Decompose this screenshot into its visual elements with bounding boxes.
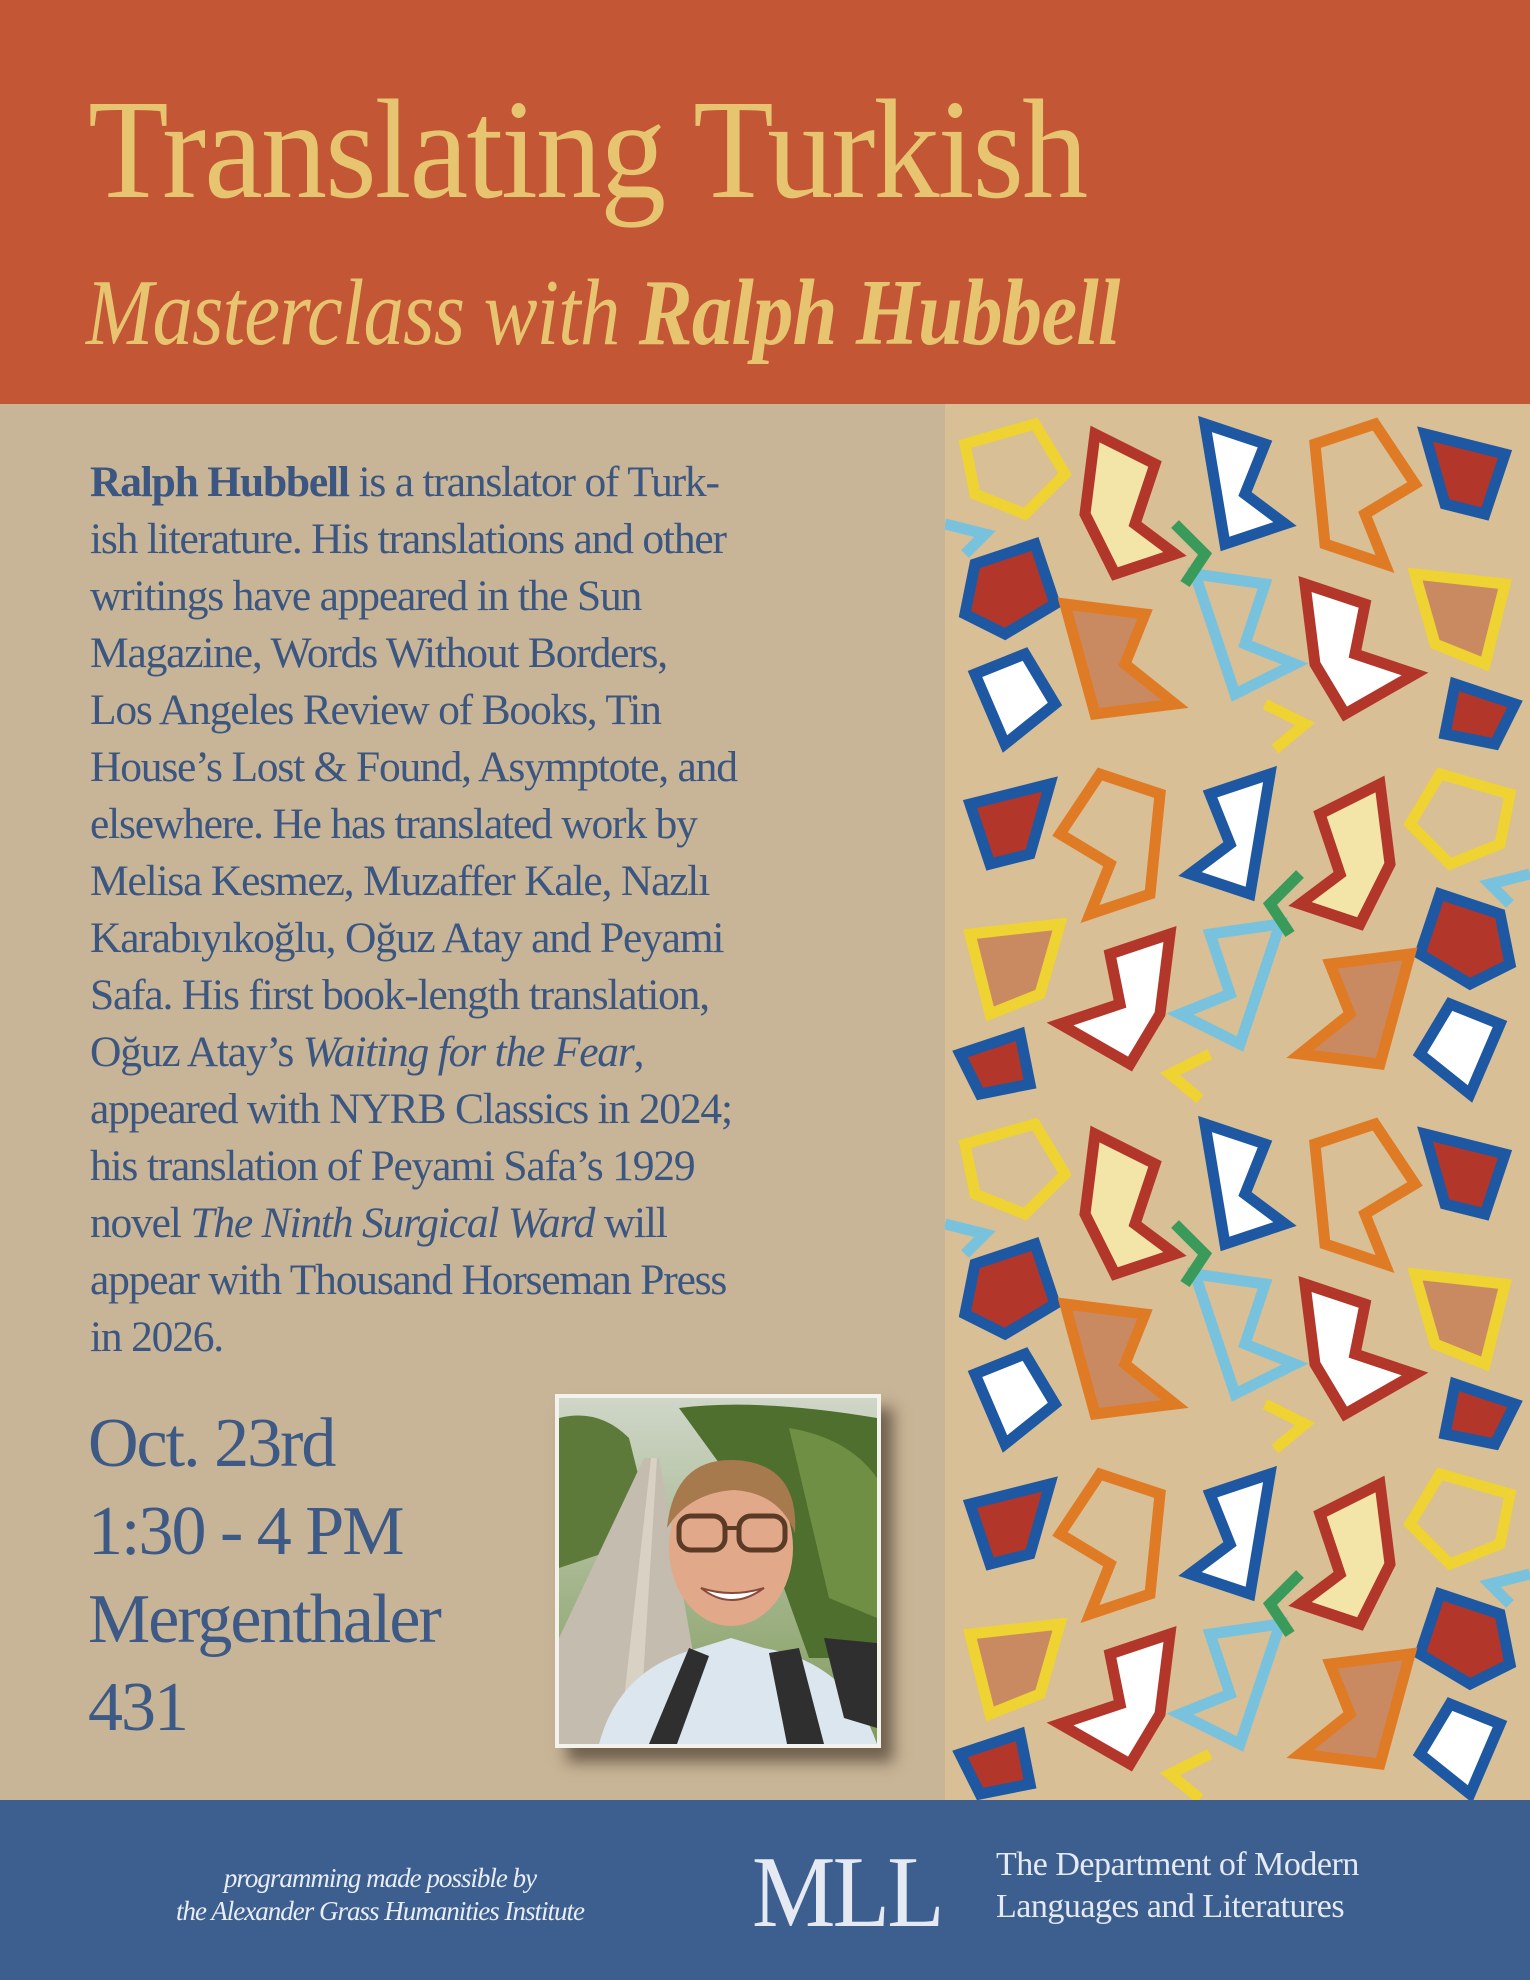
content-panel bbox=[0, 404, 945, 1800]
bio-line: ish literature. His translations and other bbox=[90, 515, 726, 563]
event-date: Oct. 23rd bbox=[88, 1405, 335, 1482]
bio-line: Safa. His first book-length translation, bbox=[90, 971, 709, 1019]
subtitle-prefix: Masterclass with bbox=[86, 261, 620, 365]
bio-line: his translation of Peyami Safa’s 1929 bbox=[90, 1142, 695, 1190]
bio-paragraph bbox=[90, 454, 870, 1366]
credit-line-1: programming made possible by bbox=[223, 1863, 537, 1893]
dept-line-2: Languages and Literatures bbox=[996, 1888, 1345, 1925]
page-title: Translating Turkish bbox=[88, 70, 1087, 228]
bio-line: appear with Thousand Horseman Press bbox=[90, 1256, 727, 1304]
bio-line: appeared with NYRB Classics in 2024; bbox=[90, 1085, 732, 1133]
event-details bbox=[88, 1400, 440, 1752]
footer-banner bbox=[0, 1800, 1530, 1980]
event-building: Mergenthaler bbox=[88, 1581, 440, 1658]
event-time: 1:30 - 4 PM bbox=[88, 1493, 403, 1570]
bio-line: Magazine, Words Without Borders, bbox=[90, 629, 667, 677]
artwork-pattern bbox=[945, 404, 1530, 1800]
header-banner bbox=[0, 0, 1530, 404]
subtitle bbox=[86, 261, 1120, 365]
bio-line: Ralph Hubbell is a translator of Turk- bbox=[90, 458, 719, 506]
mll-logo: MLL bbox=[752, 1836, 942, 1949]
subtitle-name: Ralph Hubbell bbox=[638, 261, 1120, 365]
bio-line: elsewhere. He has translated work by bbox=[90, 800, 697, 848]
bio-line: Karabıyıkoğlu, Oğuz Atay and Peyami bbox=[90, 914, 724, 962]
dept-line-1: The Department of Modern bbox=[996, 1846, 1359, 1883]
bio-line: novel The Ninth Surgical Ward will bbox=[90, 1199, 667, 1247]
credit-line-2: the Alexander Grass Humanities Institute bbox=[176, 1896, 584, 1926]
department-name bbox=[996, 1844, 1359, 1928]
bio-line: Oğuz Atay’s Waiting for the Fear, bbox=[90, 1028, 644, 1076]
funding-credit bbox=[140, 1862, 620, 1928]
bio-line: writings have appeared in the Sun bbox=[90, 572, 642, 620]
event-room: 431 bbox=[88, 1669, 187, 1746]
bio-line: Los Angeles Review of Books, Tin bbox=[90, 686, 661, 734]
bio-line: Melisa Kesmez, Muzaffer Kale, Nazlı bbox=[90, 857, 710, 905]
bio-name: Ralph Hubbell bbox=[90, 458, 349, 506]
book-title: The Ninth Surgical Ward bbox=[190, 1199, 595, 1247]
portrait-image bbox=[559, 1398, 877, 1744]
bio-line: House’s Lost & Found, Asymptote, and bbox=[90, 743, 737, 791]
bio-line: in 2026. bbox=[90, 1313, 223, 1361]
speaker-photo bbox=[555, 1394, 881, 1748]
book-title: Waiting for the Fear bbox=[302, 1028, 634, 1076]
abstract-artwork bbox=[945, 404, 1530, 1800]
